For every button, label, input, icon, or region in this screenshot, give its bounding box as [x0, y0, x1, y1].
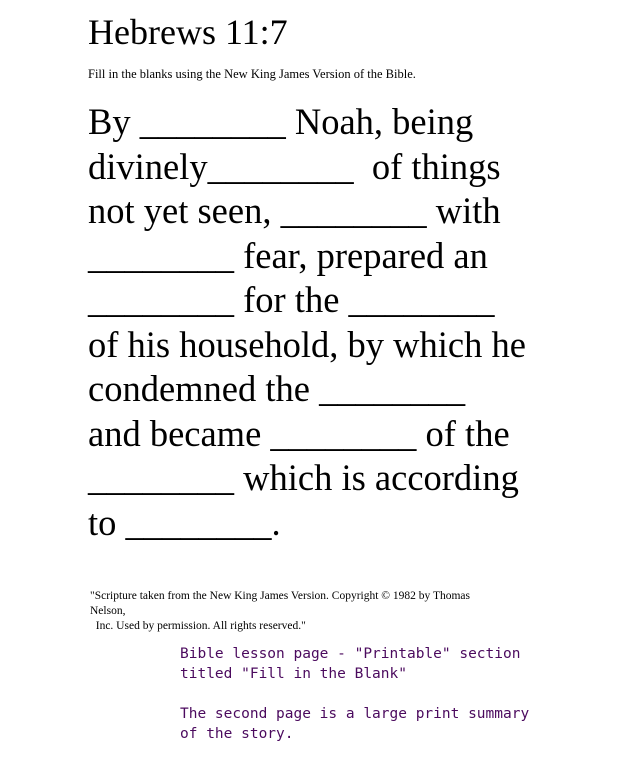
verse-line: divinely________ of things [88, 145, 501, 187]
caption-spacer [180, 684, 580, 704]
verse-fill-in-blank [88, 100, 628, 545]
verse-line: and became ________ of the [88, 412, 510, 454]
verse-line: ________ for the ________ [88, 279, 495, 320]
instructions-text: Fill in the blanks using the New King James Version of the Bible. [88, 67, 416, 81]
image-caption [180, 644, 580, 744]
verse-line: to ________. [88, 501, 281, 543]
copyright-line: Inc. Used by permission. All rights reserved." [90, 620, 306, 632]
verse-line: ________ which is according [88, 457, 519, 498]
caption-line: titled "Fill in the Blank" [180, 666, 407, 682]
verse-line: By ________ Noah, being [88, 101, 474, 142]
verse-line: not yet seen, ________ with [88, 190, 501, 231]
caption-line: Bible lesson page - "Printable" section [180, 646, 521, 662]
verse-line: ________ fear, prepared an [88, 234, 488, 276]
page-title: Hebrews 11:7 [88, 12, 288, 52]
copyright-notice [90, 589, 540, 634]
verse-line: of his household, by which he [88, 323, 526, 365]
caption-line: of the story. [180, 726, 294, 742]
caption-line: The second page is a large print summary [180, 706, 530, 722]
copyright-line: Nelson, [90, 605, 126, 617]
copyright-line: "Scripture taken from the New King James Version. Copyright © 1982 by Thomas [90, 590, 470, 602]
verse-line: condemned the ________ [88, 368, 466, 409]
